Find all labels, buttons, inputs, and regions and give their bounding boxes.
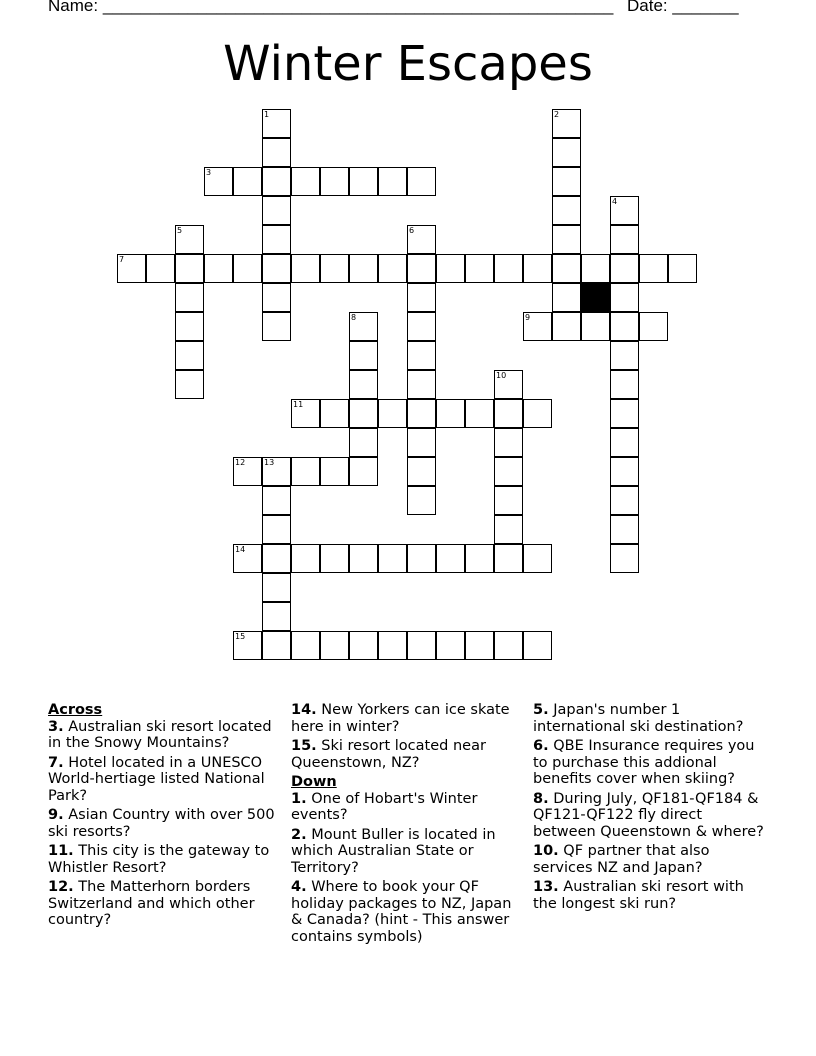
clue-text: Hotel located in a UNESCO World-hertiage listed National Park? [48, 754, 265, 804]
clue-number: 5 [177, 226, 183, 235]
grid-cell[interactable] [436, 631, 465, 660]
clue-number: 14 [235, 545, 246, 554]
grid-cell[interactable] [465, 544, 494, 573]
grid-cell[interactable] [262, 283, 291, 312]
grid-cell[interactable] [436, 544, 465, 573]
grid-cell[interactable] [378, 167, 407, 196]
clue-item [533, 791, 765, 841]
grid-cell[interactable] [349, 312, 378, 341]
clue-label-number: 4. [291, 879, 307, 895]
clue-number: 3 [206, 168, 212, 177]
grid-cell[interactable] [610, 312, 639, 341]
grid-cell[interactable] [175, 312, 204, 341]
clue-label-number: 11. [48, 843, 74, 859]
clue-item [48, 843, 280, 876]
clue-label-number: 10. [533, 843, 559, 859]
grid-cell[interactable] [349, 341, 378, 370]
clue-number: 15 [235, 632, 246, 641]
grid-cell[interactable] [610, 544, 639, 573]
grid-cell[interactable] [610, 283, 639, 312]
clue-item [533, 702, 765, 735]
grid-cell[interactable] [349, 631, 378, 660]
grid-cell[interactable] [523, 631, 552, 660]
clue-number: 4 [612, 197, 618, 206]
grid-cell[interactable] [146, 254, 175, 283]
grid-cell[interactable] [465, 399, 494, 428]
grid-cell[interactable] [610, 457, 639, 486]
clue-column-3 [533, 702, 765, 915]
grid-cell[interactable] [175, 225, 204, 254]
clue-text: New Yorkers can ice skate here in winter? [291, 702, 510, 735]
page-title: Winter Escapes [223, 36, 593, 92]
clue-text: Australian ski resort with the longest ski run? [533, 879, 744, 912]
grid-cell[interactable] [552, 138, 581, 167]
grid-cell[interactable] [262, 515, 291, 544]
clue-text: Where to book your QF holiday packages to NZ, Japan & Canada? (hint - This answer contains symbols) [291, 879, 512, 945]
clue-label-number: 1. [291, 790, 307, 807]
grid-cell[interactable] [262, 167, 291, 196]
clue-item [48, 807, 280, 840]
grid-cell[interactable] [262, 138, 291, 167]
grid-cell[interactable] [581, 312, 610, 341]
grid-cell[interactable] [349, 254, 378, 283]
grid-cell[interactable] [204, 167, 233, 196]
clue-number: 8 [351, 313, 357, 322]
grid-cell[interactable] [610, 515, 639, 544]
grid-cell[interactable] [320, 399, 349, 428]
grid-cell[interactable] [407, 341, 436, 370]
grid-cell[interactable] [262, 312, 291, 341]
clue-label-number: 13. [533, 879, 559, 895]
grid-cell[interactable] [407, 225, 436, 254]
grid-cell[interactable] [610, 196, 639, 225]
grid-cell[interactable] [262, 544, 291, 573]
grid-cell[interactable] [378, 254, 407, 283]
clue-number: 6 [409, 226, 415, 235]
down-heading: Down [291, 774, 337, 790]
grid-cell[interactable] [407, 399, 436, 428]
grid-cell[interactable] [523, 254, 552, 283]
clue-text: Japan's number 1 international ski destination? [533, 702, 744, 735]
grid-cell[interactable] [552, 196, 581, 225]
grid-cell[interactable] [552, 225, 581, 254]
clue-text: This city is the gateway to Whistler Resort? [48, 843, 270, 876]
grid-cell[interactable] [378, 399, 407, 428]
grid-cell[interactable] [320, 167, 349, 196]
grid-cell[interactable] [494, 457, 523, 486]
clue-item [533, 738, 765, 788]
grid-cell[interactable] [175, 283, 204, 312]
clue-text: QF partner that also services NZ and Japan? [533, 843, 710, 876]
clue-number: 12 [235, 458, 246, 467]
clue-text: The Matterhorn borders Switzerland and which other country? [48, 879, 255, 928]
clue-text: Australian ski resort located in the Snowy Mountains? [48, 718, 272, 751]
grid-cell[interactable] [291, 167, 320, 196]
grid-cell[interactable] [407, 167, 436, 196]
grid-cell[interactable] [494, 631, 523, 660]
grid-cell[interactable] [494, 254, 523, 283]
grid-cell[interactable] [610, 486, 639, 515]
grid-cell[interactable] [610, 225, 639, 254]
clue-item [48, 879, 280, 929]
date-blank[interactable]: _______ [672, 0, 739, 15]
grid-cell[interactable] [668, 254, 697, 283]
grid-cell[interactable] [610, 399, 639, 428]
grid-cell[interactable] [233, 631, 262, 660]
clue-text: Ski resort located near Queenstown, NZ? [291, 738, 486, 771]
clue-column-1 [48, 702, 280, 932]
grid-cell[interactable] [175, 254, 204, 283]
clue-number: 10 [496, 371, 507, 380]
clue-label-number: 7. [48, 754, 64, 771]
grid-cell[interactable] [349, 428, 378, 457]
grid-cell[interactable] [349, 167, 378, 196]
grid-cell[interactable] [262, 631, 291, 660]
grid-cell[interactable] [291, 544, 320, 573]
grid-cell[interactable] [436, 254, 465, 283]
grid-cell[interactable] [465, 254, 494, 283]
grid-cell[interactable] [233, 457, 262, 486]
grid-cell[interactable] [407, 312, 436, 341]
clue-label-number: 9. [48, 807, 64, 823]
clue-number: 1 [264, 110, 270, 119]
grid-cell[interactable] [407, 457, 436, 486]
grid-cell[interactable] [262, 196, 291, 225]
clue-text: Asian Country with over 500 ski resorts? [48, 807, 275, 840]
grid-cell[interactable] [523, 399, 552, 428]
grid-cell[interactable] [639, 254, 668, 283]
grid-cell[interactable] [639, 312, 668, 341]
clue-text: QBE Insurance requires you to purchase this addional benefits cover when skiing? [533, 738, 755, 787]
clue-item [291, 738, 523, 771]
grid-cell[interactable] [320, 631, 349, 660]
date-label: Date: [627, 0, 668, 15]
clue-number: 13 [264, 458, 275, 467]
grid-cell[interactable] [552, 254, 581, 283]
grid-cell[interactable] [378, 631, 407, 660]
grid-cell[interactable] [610, 370, 639, 399]
grid-cell[interactable] [494, 370, 523, 399]
clue-item [48, 719, 280, 752]
clue-item [291, 879, 523, 945]
clue-number: 7 [119, 255, 125, 264]
grid-cell[interactable] [465, 631, 494, 660]
grid-cell[interactable] [407, 544, 436, 573]
grid-cell[interactable] [349, 544, 378, 573]
grid-cell[interactable] [494, 428, 523, 457]
grid-cell[interactable] [407, 486, 436, 515]
grid-cell[interactable] [407, 254, 436, 283]
clue-label-number: 2. [291, 826, 307, 843]
block-cell [581, 283, 610, 312]
grid-cell[interactable] [117, 254, 146, 283]
grid-cell[interactable] [378, 544, 407, 573]
grid-cell[interactable] [262, 109, 291, 138]
grid-cell[interactable] [552, 167, 581, 196]
grid-cell[interactable] [175, 370, 204, 399]
grid-cell[interactable] [552, 109, 581, 138]
clue-label-number: 14. [291, 702, 317, 718]
clue-text: One of Hobart's Winter events? [291, 790, 478, 823]
grid-cell[interactable] [552, 312, 581, 341]
clue-item [291, 702, 523, 735]
grid-cell[interactable] [320, 544, 349, 573]
grid-cell[interactable] [291, 631, 320, 660]
grid-cell[interactable] [349, 399, 378, 428]
grid-cell[interactable] [262, 486, 291, 515]
grid-cell[interactable] [494, 399, 523, 428]
grid-cell[interactable] [291, 457, 320, 486]
clue-item [533, 843, 765, 876]
grid-cell[interactable] [407, 428, 436, 457]
grid-cell[interactable] [610, 428, 639, 457]
grid-cell[interactable] [407, 283, 436, 312]
clue-column-2 [291, 702, 523, 948]
grid-cell[interactable] [175, 341, 204, 370]
grid-cell[interactable] [581, 254, 610, 283]
grid-cell[interactable] [320, 457, 349, 486]
clue-label-number: 3. [48, 718, 64, 735]
grid-cell[interactable] [610, 254, 639, 283]
grid-cell[interactable] [262, 573, 291, 602]
grid-cell[interactable] [262, 602, 291, 631]
grid-cell[interactable] [494, 515, 523, 544]
grid-cell[interactable] [349, 457, 378, 486]
grid-cell[interactable] [233, 167, 262, 196]
grid-cell[interactable] [233, 544, 262, 573]
grid-cell[interactable] [523, 312, 552, 341]
clue-item [533, 879, 765, 912]
clue-number: 9 [525, 313, 531, 322]
name-label: Name: [48, 0, 99, 15]
grid-cell[interactable] [262, 254, 291, 283]
across-heading: Across [48, 702, 103, 718]
clue-label-number: 12. [48, 879, 74, 895]
grid-cell[interactable] [494, 486, 523, 515]
grid-cell[interactable] [262, 225, 291, 254]
grid-cell[interactable] [291, 399, 320, 428]
grid-cell[interactable] [610, 341, 639, 370]
grid-cell[interactable] [233, 254, 262, 283]
clue-number: 2 [554, 110, 560, 119]
grid-cell[interactable] [552, 283, 581, 312]
grid-cell[interactable] [204, 254, 233, 283]
grid-cell[interactable] [291, 254, 320, 283]
clue-label-number: 15. [291, 738, 317, 754]
clue-label-number: 6. [533, 738, 549, 754]
clue-text: Mount Buller is located in which Australian State or Territory? [291, 826, 496, 876]
clue-item [291, 791, 523, 824]
grid-cell[interactable] [349, 370, 378, 399]
grid-cell[interactable] [407, 370, 436, 399]
clue-label-number: 5. [533, 702, 549, 718]
clue-text: During July, QF181-QF184 & QF121-QF122 fly direct between Queenstown & where? [533, 790, 764, 840]
name-blank[interactable]: ______________________________________________________ [102, 0, 614, 15]
grid-cell[interactable] [262, 457, 291, 486]
grid-cell[interactable] [407, 631, 436, 660]
clue-item [291, 827, 523, 877]
grid-cell[interactable] [523, 544, 552, 573]
clue-number: 11 [293, 400, 304, 409]
grid-cell[interactable] [494, 544, 523, 573]
clue-item [48, 755, 280, 805]
grid-cell[interactable] [320, 254, 349, 283]
clue-label-number: 8. [533, 790, 549, 807]
grid-cell[interactable] [436, 399, 465, 428]
